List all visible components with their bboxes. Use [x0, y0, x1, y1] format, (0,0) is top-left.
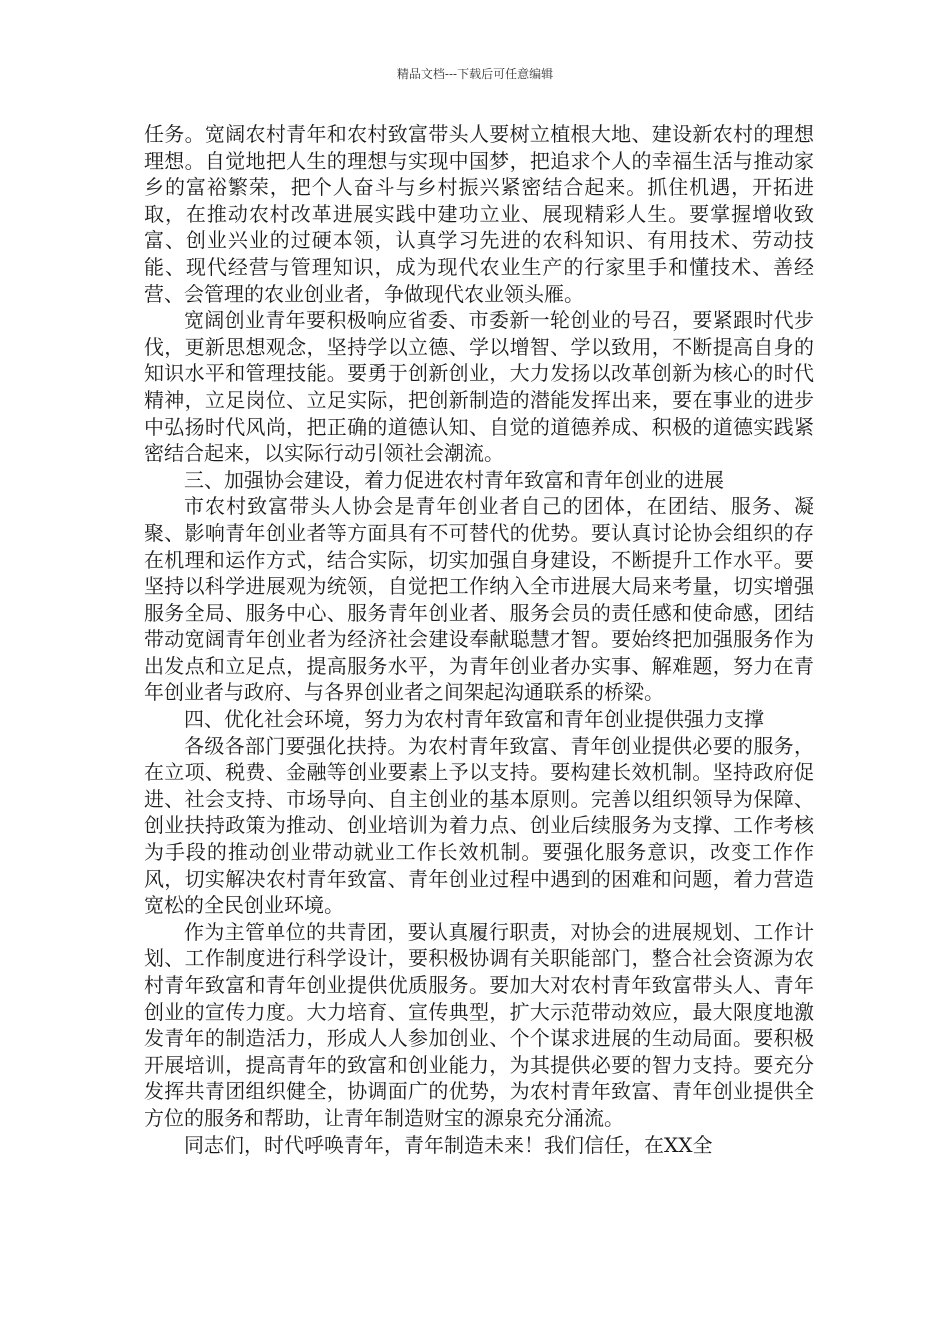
section-heading-four: 四、优化社会环境，努力为农村青年致富和青年创业提供强力支撑	[184, 707, 764, 732]
paragraph-departments-support: 各级各部门要强化扶持。为农村青年致富、青年创业提供必要的服务，在立项、税费、金融等创业要素上予以支持。要构建长效机制。坚持政府促进、社会支持、市场导向、自主创业的基本原则。完善以组织领导为保障、创业扶持政策为推动、创业培训为着力点、创业后续服务为支撑、工作考核为手段的推动创业带动就业工作长效机制。要强化服务意识，改变工作作风，切实解决农村青年致富、青年创业过程中遇到的困难和问题，着力营造宽松的全民创业环境。	[144, 733, 814, 918]
paragraph-youth-league: 作为主管单位的共青团，要认真履行职责，对协会的进展规划、工作计划、工作制度进行科学设计，要积极协调有关职能部门，整合社会资源为农村青年致富和青年创业提供优质服务。要加大对农村青年致富带头人、青年创业的宣传力度。大力培育、宣传典型，扩大示范带动效应，最大限度地激发青年的制造活力，形成人人参加创业、个个谋求进展的生动局面。要积极开展培训，提高青年的致富和创业能力，为其提供必要的智力支持。要充分发挥共青团组织健全，协调面广的优势，为农村青年致富、青年创业提供全方位的服务和帮助，让青年制造财宝的源泉充分涌流。	[144, 919, 814, 1130]
document-body	[144, 121, 814, 1158]
paragraph-continuation: 任务。宽阔农村青年和农村致富带头人要树立植根大地、建设新农村的理想理想。自觉地把人生的理想与实现中国梦，把追求个人的幸福生活与推动家乡的富裕繁荣，把个人奋斗与乡村振兴紧密结合起来。抓住机遇，开拓进取，在推动农村改革进展实践中建功立业、展现精彩人生。要掌握增收致富、创业兴业的过硬本领，认真学习先进的农科知识、有用技术、劳动技能、现代经营与管理知识，成为现代农业生产的行家里手和懂技术、善经营、会管理的农业创业者，争做现代农业领头雁。	[144, 122, 814, 306]
paragraph-youth-entrepreneurs: 宽阔创业青年要积极响应省委、市委新一轮创业的号召，要紧跟时代步伐，更新思想观念，坚持学以立德、学以增智、学以致用，不断提高自身的知识水平和管理技能。要勇于创新创业，大力发扬以改革创新为核心的时代精神，立足岗位、立足实际，把创新制造的潜能发挥出来，要在事业的进步中弘扬时代风尚，把正确的道德认知、自觉的道德养成、积极的道德实践紧密结合起来，以实际行动引领社会潮流。	[144, 308, 814, 466]
paragraph-closing: 同志们，时代呼唤青年，青年制造未来！我们信任，在XX全	[184, 1132, 713, 1157]
paragraph-association: 市农村致富带头人协会是青年创业者自己的团体，在团结、服务、凝聚、影响青年创业者等方面具有不可替代的优势。要认真讨论协会组织的存在机理和运作方式，结合实际，切实加强自身建设，不断提升工作水平。要坚持以科学进展观为统领，自觉把工作纳入全市进展大局来考量，切实增强服务全局、服务中心、服务青年创业者、服务会员的责任感和使命感，团结带动宽阔青年创业者为经济社会建设奉献聪慧才智。要始终把加强服务作为出发点和立足点，提高服务水平，为青年创业者办实事、解难题，努力在青年创业者与政府、与各界创业者之间架起沟通联系的桥梁。	[144, 494, 814, 705]
page-header: 精品文档---下载后可任意编辑	[396, 67, 554, 81]
section-heading-three: 三、加强协会建设，着力促进农村青年致富和青年创业的进展	[184, 467, 724, 492]
